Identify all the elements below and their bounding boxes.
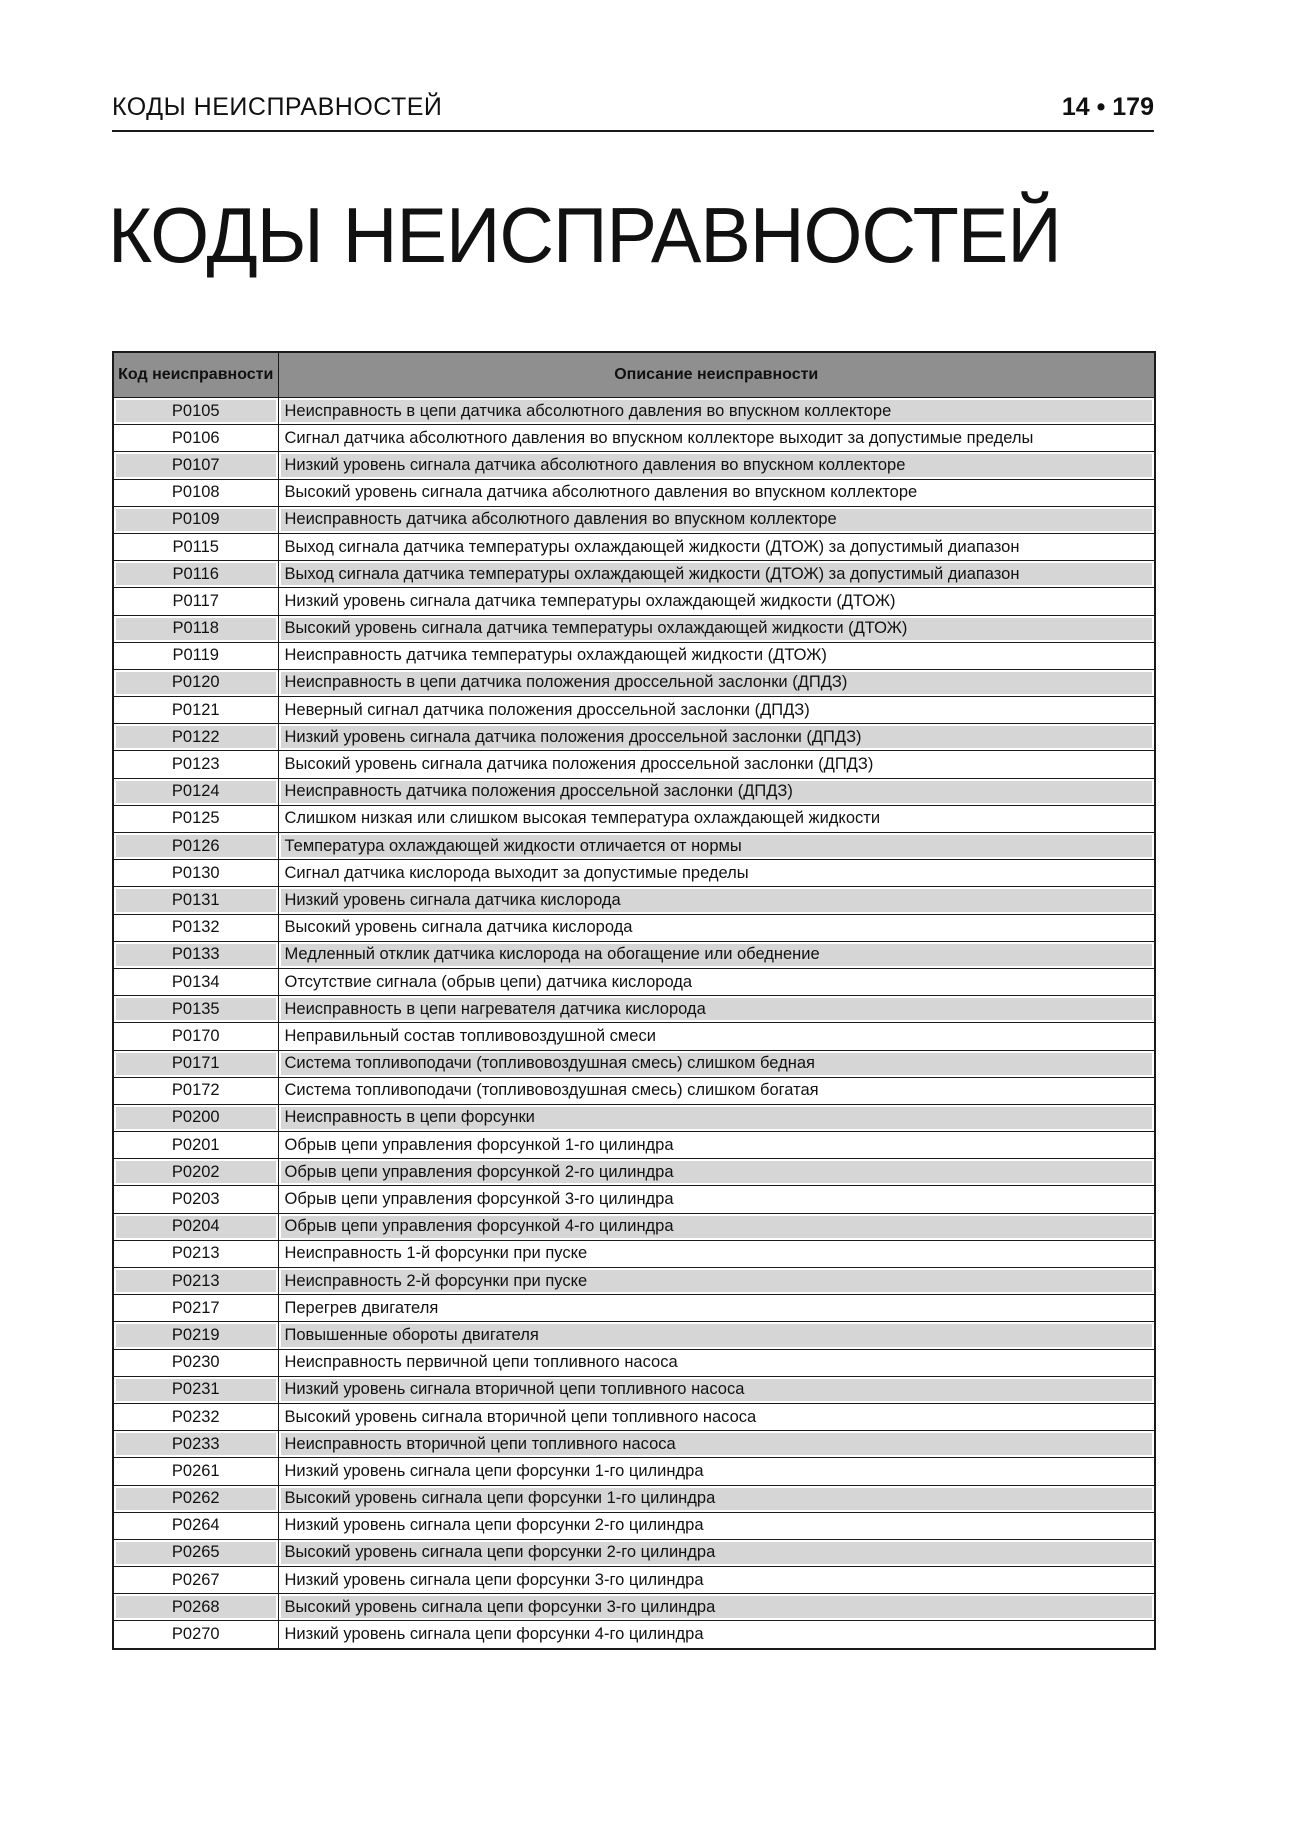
fault-description: Низкий уровень сигнала цепи форсунки 3-го цилиндра bbox=[278, 1567, 1155, 1594]
fault-description: Обрыв цепи управления форсункой 4-го цилиндра bbox=[278, 1213, 1155, 1240]
fault-code: P0122 bbox=[113, 724, 278, 751]
table-row bbox=[113, 1077, 1155, 1104]
fault-description: Высокий уровень сигнала цепи форсунки 3-го цилиндра bbox=[278, 1594, 1155, 1621]
fault-description: Низкий уровень сигнала датчика кислорода bbox=[278, 887, 1155, 914]
fault-code: P0268 bbox=[113, 1594, 278, 1621]
fault-code: P0267 bbox=[113, 1567, 278, 1594]
table-row bbox=[113, 533, 1155, 560]
fault-code: P0217 bbox=[113, 1295, 278, 1322]
fault-code: P0171 bbox=[113, 1050, 278, 1077]
table-row bbox=[113, 1539, 1155, 1566]
fault-code: P0265 bbox=[113, 1539, 278, 1566]
fault-code: P0120 bbox=[113, 669, 278, 696]
fault-code: P0125 bbox=[113, 805, 278, 832]
fault-description: Неправильный состав топливовоздушной смеси bbox=[278, 1023, 1155, 1050]
fault-description: Обрыв цепи управления форсункой 2-го цилиндра bbox=[278, 1159, 1155, 1186]
table-row bbox=[113, 1104, 1155, 1131]
fault-code: P0213 bbox=[113, 1240, 278, 1267]
fault-code: P0117 bbox=[113, 588, 278, 615]
table-row bbox=[113, 1186, 1155, 1213]
table-row bbox=[113, 1240, 1155, 1267]
fault-description: Выход сигнала датчика температуры охлаждающей жидкости (ДТОЖ) за допустимый диапазон bbox=[278, 561, 1155, 588]
fault-code: P0213 bbox=[113, 1268, 278, 1295]
fault-description: Низкий уровень сигнала датчика абсолютного давления во впускном коллекторе bbox=[278, 452, 1155, 479]
table-row bbox=[113, 724, 1155, 751]
fault-code: P0105 bbox=[113, 398, 278, 425]
fault-code: P0262 bbox=[113, 1485, 278, 1512]
fault-code: P0233 bbox=[113, 1431, 278, 1458]
table-row bbox=[113, 1159, 1155, 1186]
fault-code: P0204 bbox=[113, 1213, 278, 1240]
fault-code: P0202 bbox=[113, 1159, 278, 1186]
fault-code: P0107 bbox=[113, 452, 278, 479]
fault-code: P0264 bbox=[113, 1512, 278, 1539]
fault-code: P0116 bbox=[113, 561, 278, 588]
table-row bbox=[113, 669, 1155, 696]
fault-code: P0118 bbox=[113, 615, 278, 642]
fault-code: P0200 bbox=[113, 1104, 278, 1131]
table-row bbox=[113, 1268, 1155, 1295]
fault-description: Сигнал датчика абсолютного давления во впускном коллекторе выходит за допустимые пределы bbox=[278, 425, 1155, 452]
table-row bbox=[113, 1376, 1155, 1403]
table-row bbox=[113, 1485, 1155, 1512]
column-header-description: Описание неисправности bbox=[278, 352, 1155, 398]
table-row bbox=[113, 1213, 1155, 1240]
fault-description: Обрыв цепи управления форсункой 1-го цилиндра bbox=[278, 1132, 1155, 1159]
fault-description: Отсутствие сигнала (обрыв цепи) датчика кислорода bbox=[278, 968, 1155, 995]
fault-description: Низкий уровень сигнала датчика температуры охлаждающей жидкости (ДТОЖ) bbox=[278, 588, 1155, 615]
fault-description: Неисправность первичной цепи топливного насоса bbox=[278, 1349, 1155, 1376]
table-row bbox=[113, 778, 1155, 805]
column-header-code: Код неисправности bbox=[113, 352, 278, 398]
table-row bbox=[113, 1621, 1155, 1649]
table-row bbox=[113, 1023, 1155, 1050]
fault-description: Низкий уровень сигнала цепи форсунки 2-го цилиндра bbox=[278, 1512, 1155, 1539]
fault-codes-table bbox=[112, 351, 1156, 1650]
fault-code: P0130 bbox=[113, 860, 278, 887]
fault-description: Высокий уровень сигнала вторичной цепи топливного насоса bbox=[278, 1403, 1155, 1430]
fault-description: Неисправность 1-й форсунки при пуске bbox=[278, 1240, 1155, 1267]
table-row bbox=[113, 1594, 1155, 1621]
page-title: КОДЫ НЕИСПРАВНОСТЕЙ bbox=[108, 191, 1061, 279]
fault-description: Неисправность вторичной цепи топливного насоса bbox=[278, 1431, 1155, 1458]
table-row bbox=[113, 1403, 1155, 1430]
fault-code: P0203 bbox=[113, 1186, 278, 1213]
table-row bbox=[113, 1458, 1155, 1485]
fault-description: Низкий уровень сигнала вторичной цепи топливного насоса bbox=[278, 1376, 1155, 1403]
table-row bbox=[113, 697, 1155, 724]
table-row bbox=[113, 996, 1155, 1023]
fault-code: P0121 bbox=[113, 697, 278, 724]
table-row bbox=[113, 479, 1155, 506]
table-row bbox=[113, 914, 1155, 941]
fault-description: Высокий уровень сигнала цепи форсунки 2-го цилиндра bbox=[278, 1539, 1155, 1566]
table-row bbox=[113, 1431, 1155, 1458]
fault-code: P0231 bbox=[113, 1376, 278, 1403]
fault-description: Высокий уровень сигнала датчика положения дроссельной заслонки (ДПДЗ) bbox=[278, 751, 1155, 778]
fault-description: Низкий уровень сигнала цепи форсунки 1-го цилиндра bbox=[278, 1458, 1155, 1485]
table-row bbox=[113, 941, 1155, 968]
table-row bbox=[113, 1132, 1155, 1159]
table-row bbox=[113, 860, 1155, 887]
table-row bbox=[113, 805, 1155, 832]
fault-description: Перегрев двигателя bbox=[278, 1295, 1155, 1322]
table-row bbox=[113, 887, 1155, 914]
table-row bbox=[113, 968, 1155, 995]
table-row bbox=[113, 1512, 1155, 1539]
fault-code: P0126 bbox=[113, 833, 278, 860]
fault-description: Неисправность датчика абсолютного давления во впускном коллекторе bbox=[278, 506, 1155, 533]
fault-code: P0108 bbox=[113, 479, 278, 506]
fault-description: Низкий уровень сигнала датчика положения дроссельной заслонки (ДПДЗ) bbox=[278, 724, 1155, 751]
fault-code: P0106 bbox=[113, 425, 278, 452]
fault-code: P0170 bbox=[113, 1023, 278, 1050]
fault-code: P0135 bbox=[113, 996, 278, 1023]
fault-code: P0219 bbox=[113, 1322, 278, 1349]
fault-description: Высокий уровень сигнала датчика абсолютного давления во впускном коллекторе bbox=[278, 479, 1155, 506]
table-row bbox=[113, 833, 1155, 860]
fault-description: Температура охлаждающей жидкости отличается от нормы bbox=[278, 833, 1155, 860]
fault-description: Медленный отклик датчика кислорода на обогащение или обеднение bbox=[278, 941, 1155, 968]
page-number: 14 • 179 bbox=[1061, 92, 1154, 121]
fault-description: Система топливоподачи (топливовоздушная смесь) слишком богатая bbox=[278, 1077, 1155, 1104]
fault-description: Неисправность в цепи нагревателя датчика кислорода bbox=[278, 996, 1155, 1023]
fault-code: P0124 bbox=[113, 778, 278, 805]
table-row bbox=[113, 398, 1155, 425]
fault-code: P0119 bbox=[113, 642, 278, 669]
table-row bbox=[113, 425, 1155, 452]
fault-code: P0123 bbox=[113, 751, 278, 778]
fault-description: Выход сигнала датчика температуры охлаждающей жидкости (ДТОЖ) за допустимый диапазон bbox=[278, 533, 1155, 560]
table-row bbox=[113, 615, 1155, 642]
fault-code: P0261 bbox=[113, 1458, 278, 1485]
fault-description: Неисправность датчика температуры охлаждающей жидкости (ДТОЖ) bbox=[278, 642, 1155, 669]
fault-description: Неисправность в цепи датчика положения дроссельной заслонки (ДПДЗ) bbox=[278, 669, 1155, 696]
fault-description: Неисправность в цепи датчика абсолютного давления во впускном коллекторе bbox=[278, 398, 1155, 425]
fault-code: P0132 bbox=[113, 914, 278, 941]
table-header-row bbox=[113, 352, 1155, 398]
fault-description: Обрыв цепи управления форсункой 3-го цилиндра bbox=[278, 1186, 1155, 1213]
fault-code: P0232 bbox=[113, 1403, 278, 1430]
fault-code: P0201 bbox=[113, 1132, 278, 1159]
section-name: КОДЫ НЕИСПРАВНОСТЕЙ bbox=[112, 92, 443, 121]
table-row bbox=[113, 452, 1155, 479]
table-body bbox=[113, 398, 1155, 1649]
fault-code: P0115 bbox=[113, 533, 278, 560]
fault-description: Низкий уровень сигнала цепи форсунки 4-го цилиндра bbox=[278, 1621, 1155, 1649]
fault-description: Неисправность 2-й форсунки при пуске bbox=[278, 1268, 1155, 1295]
table-row bbox=[113, 588, 1155, 615]
fault-code: P0109 bbox=[113, 506, 278, 533]
table-row bbox=[113, 1295, 1155, 1322]
fault-code: P0270 bbox=[113, 1621, 278, 1649]
fault-code: P0172 bbox=[113, 1077, 278, 1104]
fault-description: Неверный сигнал датчика положения дроссельной заслонки (ДПДЗ) bbox=[278, 697, 1155, 724]
fault-description: Сигнал датчика кислорода выходит за допустимые пределы bbox=[278, 860, 1155, 887]
table-row bbox=[113, 1322, 1155, 1349]
table-row bbox=[113, 561, 1155, 588]
fault-code: P0134 bbox=[113, 968, 278, 995]
table-row bbox=[113, 1050, 1155, 1077]
fault-code: P0131 bbox=[113, 887, 278, 914]
fault-code: P0230 bbox=[113, 1349, 278, 1376]
fault-description: Система топливоподачи (топливовоздушная смесь) слишком бедная bbox=[278, 1050, 1155, 1077]
fault-description: Повышенные обороты двигателя bbox=[278, 1322, 1155, 1349]
fault-description: Высокий уровень сигнала датчика температуры охлаждающей жидкости (ДТОЖ) bbox=[278, 615, 1155, 642]
table-row bbox=[113, 506, 1155, 533]
fault-description: Слишком низкая или слишком высокая температура охлаждающей жидкости bbox=[278, 805, 1155, 832]
fault-description: Неисправность датчика положения дроссельной заслонки (ДПДЗ) bbox=[278, 778, 1155, 805]
table-row bbox=[113, 751, 1155, 778]
fault-code: P0133 bbox=[113, 941, 278, 968]
running-header bbox=[112, 88, 1154, 132]
table-row bbox=[113, 1567, 1155, 1594]
fault-description: Неисправность в цепи форсунки bbox=[278, 1104, 1155, 1131]
fault-description: Высокий уровень сигнала датчика кислорода bbox=[278, 914, 1155, 941]
fault-description: Высокий уровень сигнала цепи форсунки 1-го цилиндра bbox=[278, 1485, 1155, 1512]
table-row bbox=[113, 1349, 1155, 1376]
table-row bbox=[113, 642, 1155, 669]
